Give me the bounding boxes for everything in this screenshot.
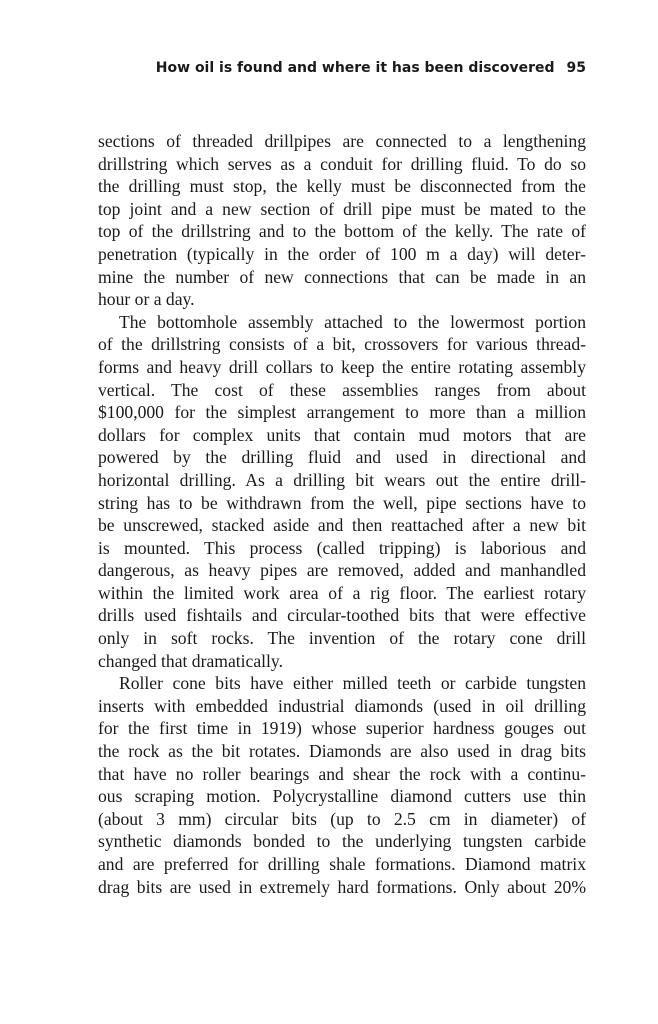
text-line: penetration (typically in the order of 100 m a day) will deter- bbox=[98, 243, 586, 264]
text-line: that have no roller bearings and shear the rock with a continu- bbox=[98, 763, 586, 784]
text-line: ous scraping motion. Polycrystalline diamond cutters use thin bbox=[98, 786, 586, 807]
text-line: horizontal drilling. As a drilling bit wears out the entire drill- bbox=[98, 469, 586, 490]
text-line: powered by the drilling fluid and used in directional and bbox=[98, 447, 586, 468]
paragraph bbox=[98, 672, 586, 898]
text-line: dollars for complex units that contain mud motors that are bbox=[98, 424, 586, 445]
paragraph bbox=[98, 311, 586, 673]
text-line: top joint and a new section of drill pipe must be mated to the bbox=[98, 198, 586, 219]
text-line: drills used fishtails and circular-toothed bits that were effective bbox=[98, 605, 586, 626]
body-text bbox=[98, 130, 586, 898]
text-line: drillstring which serves as a conduit for drilling fluid. To do so bbox=[98, 153, 586, 174]
text-line: within the limited work area of a rig floor. The earliest rotary bbox=[98, 582, 586, 603]
text-line: Roller cone bits have either milled teeth or carbide tungsten bbox=[119, 673, 586, 694]
text-line: forms and heavy drill collars to keep the entire rotating assembly bbox=[98, 356, 586, 377]
paragraph bbox=[98, 130, 586, 311]
text-line: for the first time in 1919) whose superior hardness gouges out bbox=[98, 718, 586, 739]
page-number: 95 bbox=[566, 60, 586, 76]
text-line: synthetic diamonds bonded to the underlying tungsten carbide bbox=[98, 831, 586, 852]
text-line: the drilling must stop, the kelly must be disconnected from the bbox=[98, 176, 586, 197]
text-line: vertical. The cost of these assemblies ranges from about bbox=[98, 379, 586, 400]
text-line: of the drillstring consists of a bit, crossovers for various thread- bbox=[98, 334, 586, 355]
text-line: $100,000 for the simplest arrangement to more than a million bbox=[98, 402, 586, 423]
text-line: and are preferred for drilling shale formations. Diamond matrix bbox=[98, 854, 586, 874]
text-line: mine the number of new connections that can be made in an bbox=[98, 266, 586, 287]
text-line: the rock as the bit rotates. Diamonds are also used in drag bits bbox=[98, 741, 586, 762]
text-line: sections of threaded drillpipes are connected to a lengthening bbox=[98, 131, 586, 151]
text-line: inserts with embedded industrial diamonds (used in oil drilling bbox=[98, 695, 586, 716]
text-line: be unscrewed, stacked aside and then reattached after a new bit bbox=[98, 515, 586, 536]
text-line: dangerous, as heavy pipes are removed, added and manhandled bbox=[98, 560, 586, 581]
text-line: The bottomhole assembly attached to the lowermost portion bbox=[119, 311, 586, 332]
text-line: top of the drillstring and to the bottom of the kelly. The rate of bbox=[98, 221, 586, 242]
text-line: hour or a day. bbox=[98, 289, 195, 310]
text-line: is mounted. This process (called tripping) is laborious and bbox=[98, 537, 586, 558]
text-line: changed that dramatically. bbox=[98, 650, 283, 671]
text-line: only in soft rocks. The invention of the rotary cone drill bbox=[98, 628, 586, 649]
text-line: drag bits are used in extremely hard formations. Only about 20% bbox=[98, 876, 586, 897]
text-line: string has to be withdrawn from the well, pipe sections have to bbox=[98, 492, 586, 513]
text-line: (about 3 mm) circular bits (up to 2.5 cm in diameter) of bbox=[98, 808, 586, 829]
running-head-title: How oil is found and where it has been discovered bbox=[155, 60, 555, 76]
running-head bbox=[98, 60, 586, 76]
